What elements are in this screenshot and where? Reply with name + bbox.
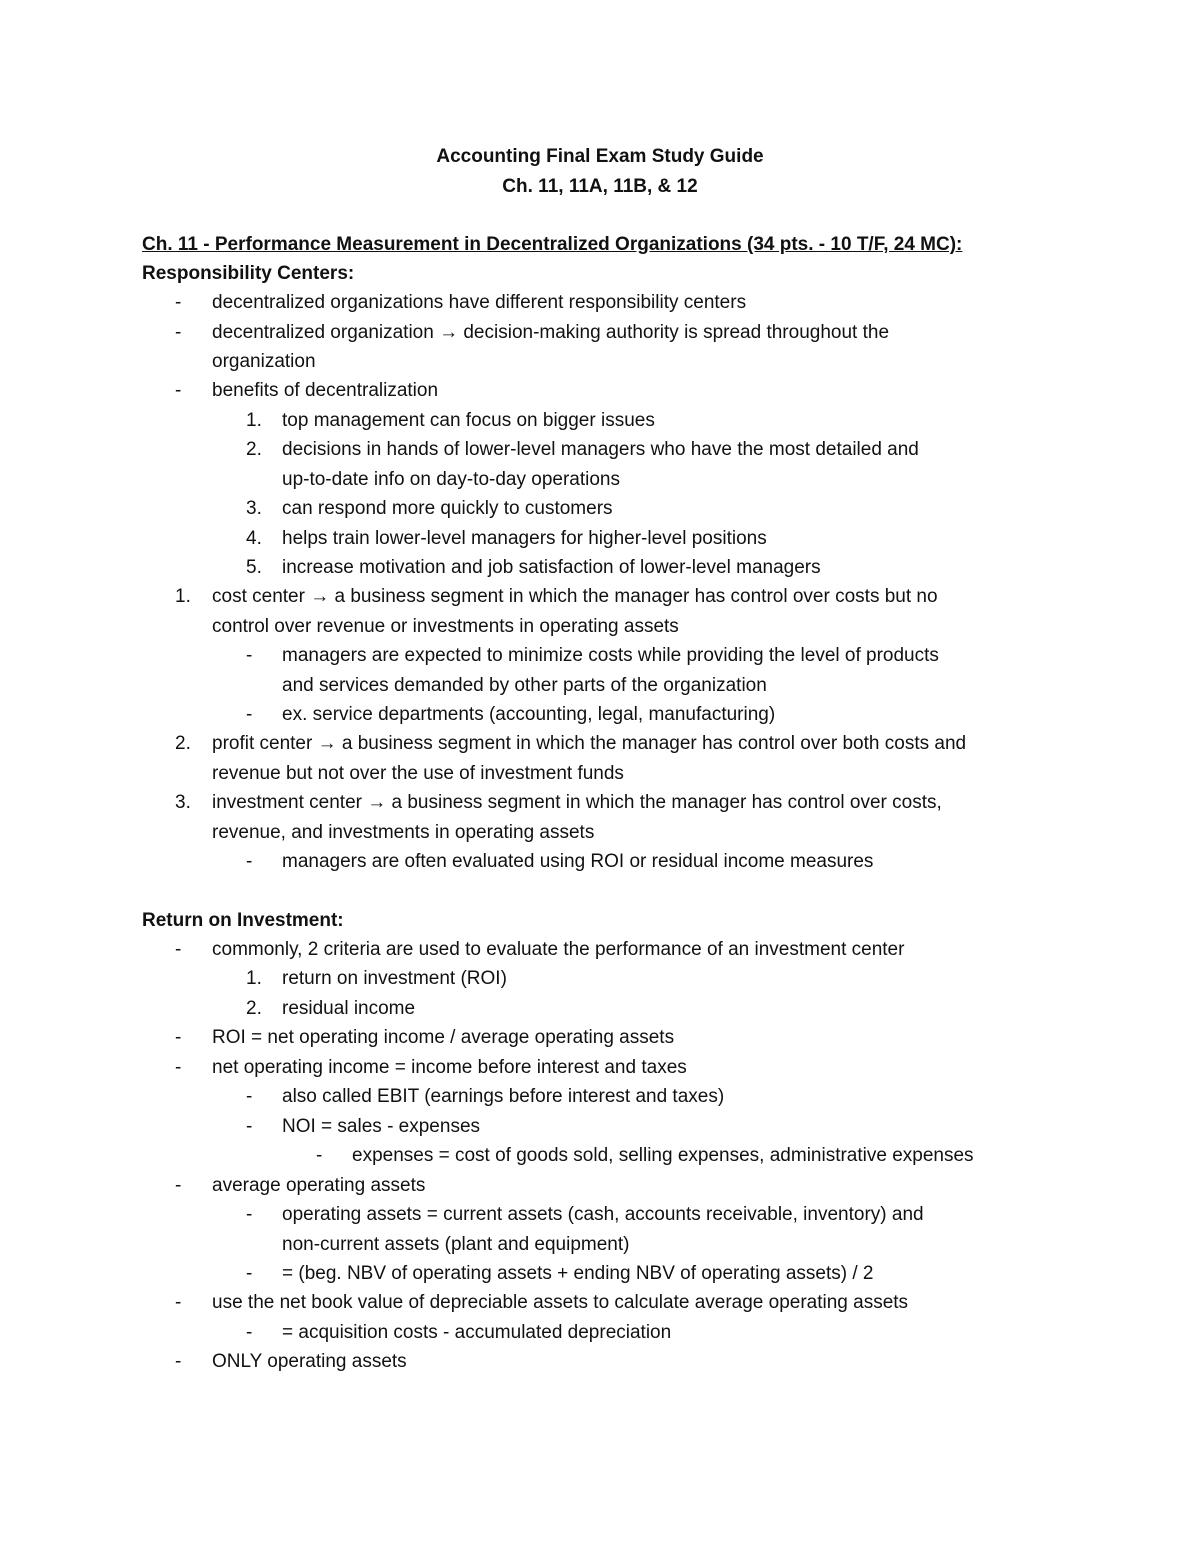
number-marker: 5. (246, 557, 262, 578)
list-item-continuation: non-current assets (plant and equipment) (282, 1234, 630, 1255)
section-heading-ch11: Ch. 11 - Performance Measurement in Decentralized Organizations (34 pts. - 10 T/F, 24 MC): (142, 234, 963, 255)
list-item: investment center → a business segment in which the manager has control over costs, (212, 792, 942, 813)
bullet-dash: - (175, 380, 182, 401)
number-marker: 4. (246, 528, 262, 549)
list-item: decisions in hands of lower-level managers who have the most detailed and (282, 439, 919, 460)
chapters-subtitle: Ch. 11, 11A, 11B, & 12 (502, 176, 698, 197)
bullet-dash: - (175, 1351, 182, 1372)
bullet-dash: - (175, 1027, 182, 1048)
list-item: ROI = net operating income / average operating assets (212, 1027, 675, 1048)
bullet-dash: - (175, 1057, 182, 1078)
number-marker: 3. (246, 498, 262, 519)
list-item: operating assets = current assets (cash, accounts receivable, inventory) and (282, 1204, 924, 1225)
bullet-dash: - (246, 645, 253, 666)
list-item: = acquisition costs - accumulated depreciation (282, 1322, 672, 1343)
bullet-dash: - (246, 1322, 253, 1343)
list-item: expenses = cost of goods sold, selling expenses, administrative expenses (352, 1145, 974, 1166)
bullet-dash: - (246, 1116, 253, 1137)
list-item: can respond more quickly to customers (282, 498, 613, 519)
bullet-dash: - (246, 704, 253, 725)
list-item-continuation: revenue, and investments in operating assets (212, 822, 595, 843)
bullet-dash: - (175, 1175, 182, 1196)
list-item-continuation: control over revenue or investments in operating assets (212, 616, 679, 637)
list-item: commonly, 2 criteria are used to evaluate the performance of an investment center (212, 939, 905, 960)
list-item: ex. service departments (accounting, legal, manufacturing) (282, 704, 776, 725)
bullet-dash: - (175, 292, 182, 313)
list-item: use the net book value of depreciable assets to calculate average operating assets (212, 1292, 909, 1313)
list-item: managers are often evaluated using ROI or residual income measures (282, 851, 874, 872)
list-item: managers are expected to minimize costs while providing the level of products (282, 645, 939, 666)
list-item-continuation: up-to-date info on day-to-day operations (282, 469, 620, 490)
list-item: benefits of decentralization (212, 380, 439, 401)
bullet-dash: - (246, 1263, 253, 1284)
list-item: residual income (282, 998, 416, 1019)
list-item: profit center → a business segment in which the manager has control over both costs and (212, 733, 967, 754)
number-marker: 2. (246, 998, 262, 1019)
page-title: Accounting Final Exam Study Guide (436, 146, 764, 167)
list-item: cost center → a business segment in which the manager has control over costs but no (212, 586, 938, 607)
list-item: decentralized organizations have different responsibility centers (212, 292, 747, 313)
list-item: decentralized organization → decision-making authority is spread throughout the (212, 322, 890, 343)
section-heading-roi: Return on Investment: (142, 910, 344, 931)
number-marker: 1. (246, 968, 262, 989)
list-item-continuation: revenue but not over the use of investment funds (212, 763, 624, 784)
list-item: ONLY operating assets (212, 1351, 407, 1372)
subheading-responsibility-centers: Responsibility Centers: (142, 263, 355, 284)
list-item-continuation: organization (212, 351, 316, 372)
bullet-dash: - (316, 1145, 323, 1166)
list-item: NOI = sales - expenses (282, 1116, 481, 1137)
number-marker: 1. (175, 586, 191, 607)
list-item: increase motivation and job satisfaction of lower-level managers (282, 557, 821, 578)
bullet-dash: - (246, 1204, 253, 1225)
list-item: helps train lower-level managers for higher-level positions (282, 528, 767, 549)
number-marker: 2. (246, 439, 262, 460)
list-item: = (beg. NBV of operating assets + ending NBV of operating assets) / 2 (282, 1263, 874, 1284)
list-item: net operating income = income before interest and taxes (212, 1057, 687, 1078)
bullet-dash: - (246, 851, 253, 872)
list-item: return on investment (ROI) (282, 968, 507, 989)
bullet-dash: - (175, 322, 182, 343)
list-item: top management can focus on bigger issues (282, 410, 655, 431)
number-marker: 3. (175, 792, 191, 813)
number-marker: 1. (246, 410, 262, 431)
list-item: also called EBIT (earnings before interest and taxes) (282, 1086, 725, 1107)
bullet-dash: - (246, 1086, 253, 1107)
bullet-dash: - (175, 939, 182, 960)
list-item: average operating assets (212, 1175, 426, 1196)
number-marker: 2. (175, 733, 191, 754)
bullet-dash: - (175, 1292, 182, 1313)
list-item-continuation: and services demanded by other parts of the organization (282, 675, 767, 696)
